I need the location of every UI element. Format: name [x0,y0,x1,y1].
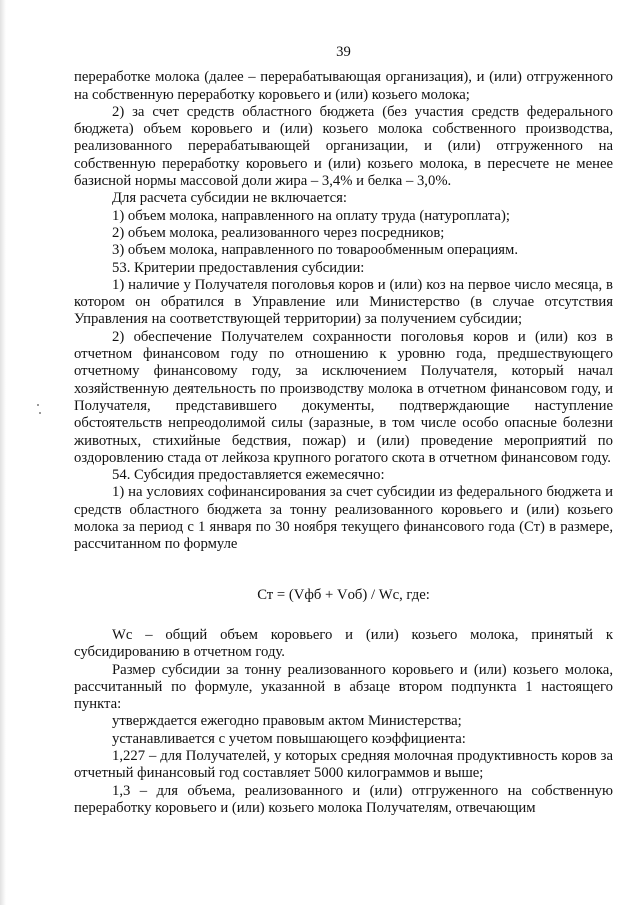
paragraph: Размер субсидии за тонну реализованного коровьего и (или) козьего молока, рассчитанный по формуле, указанной в абзаце втором подпункта 1 настоящего пункта: [74,661,613,713]
scan-edge-shadow [0,0,6,905]
paragraph: Для расчета субсидии не включается: [112,190,347,207]
paragraph: Wс – общий объем коровьего и (или) козьего молока, принятый к субсидированию в отчетном году. [74,626,613,661]
scan-speck [39,412,41,414]
list-item: 1) на условиях софинансирования за счет субсидии из федерального бюджета и средств областного бюджета за тонну реализованного коровьего и (или) козьего молока за период с 1 января по 30 ноября текущего финансового года (Ст) в размере, рассчитанном по формуле [74,484,613,553]
list-item: утверждается ежегодно правовым актом Министерства; [112,713,462,730]
paragraph: переработке молока (далее – перерабатывающая организация), и (или) отгруженного на собственную переработку коровьего и (или) козьего молока; [74,69,613,103]
section-heading: 53. Критерии предоставления субсидии: [112,259,365,276]
list-item: 2) обеспечение Получателем сохранности поголовья коров и (или) коз в отчетном финансовом году по отношению к уровню года, предшествующего отчетному финансовому году, за исключением Получателя, который начал хозяйственную деятельность по производству молока в отчетном финансовом году, и Получателя, представившего документы, подтверждающие наступление обстоятельств непреодолимой силы (заразные, в том числе особо опасные болезни животных, стихийные бедствия, пожар) и (или) проведение мероприятий по оздоровлению стада от лейкоза крупного рогатого скота в отчетном финансовом году. [74,328,613,466]
paragraph: 2) за счет средств областного бюджета (без участия средств федерального бюджета) объем коровьего и (или) козьего молока собственного производства, реализованного перерабатывающей организации, и (или) отгруженного на собственную переработку коровьего и (или) козьего молока, в пересчете не менее базисной нормы массовой доли жира – 3,4% и белка – 3,0%. [74,103,613,190]
list-item: 1) наличие у Получателя поголовья коров и (или) коз на первое число месяца, в котором он обратился в Управление или Министерство (в случае отсутствия Управления на соответствующей территории) за получением субсидии; [74,276,613,328]
section-heading: 54. Субсидия предоставляется ежемесячно: [112,467,385,484]
list-item: 3) объем молока, направленного по товарообменным операциям. [112,242,519,259]
scan-speck [37,404,39,406]
list-item: 1) объем молока, направленного на оплату труда (натуроплата); [112,207,510,224]
page-number: 39 [336,44,351,60]
list-item: 1,227 – для Получателей, у которых средняя молочная продуктивность коров за отчетный финансовый год составляет 5000 килограммов и выше; [74,747,613,782]
list-item: 2) объем молока, реализованного через посредников; [112,224,445,241]
list-item: устанавливается с учетом повышающего коэффициента: [112,730,466,747]
list-item: 1,3 – для объема, реализованного и (или) отгруженного на собственную переработку коровьего и (или) козьего молока Получателям, отвечающим [74,782,613,816]
formula: Ст = (Vфб + Vоб) / Wс, где: [257,586,430,603]
